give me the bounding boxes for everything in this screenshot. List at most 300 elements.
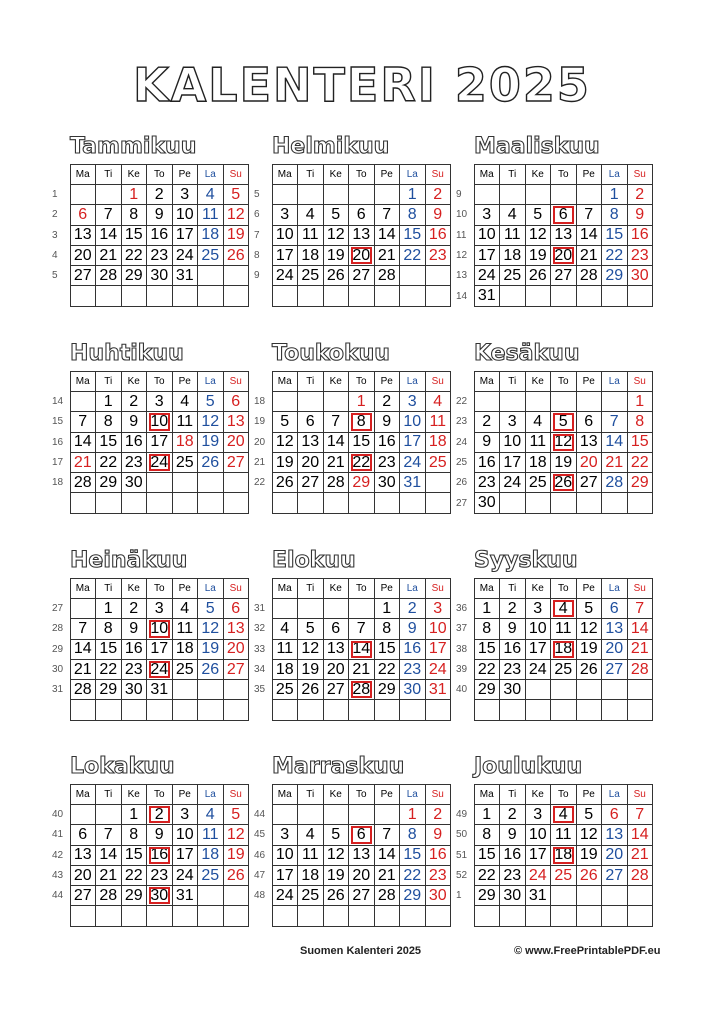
week-row [52,700,249,720]
day-cell: 19 [198,639,224,659]
empty-cell [323,700,349,720]
week-number: 9 [456,189,462,201]
week-row [52,286,249,306]
weekday-header: Ti [298,579,324,599]
week-number: 34 [254,664,266,676]
day-cell: 21 [70,659,96,679]
empty-cell [551,886,577,906]
day-cell: 9 [627,205,653,225]
day-cell: 7 [374,205,400,225]
day-cell: 26 [323,886,349,906]
weekday-header: La [602,372,628,392]
day-cell: 9 [425,205,451,225]
day-cell: 20 [70,865,96,885]
empty-cell [500,906,526,926]
day-cell: 20 [70,245,96,265]
day-cell: 26 [272,473,298,493]
day-cell: 6 [70,825,96,845]
day-cell: 23 [147,245,173,265]
day-cell: 13 [298,432,324,452]
week-row [254,845,451,865]
weekday-header: Pe [374,165,400,185]
day-cell: 8 [627,412,653,432]
day-cell: 18 [298,865,324,885]
empty-cell [602,700,628,720]
day-cell: 25 [551,865,577,885]
day-cell: 15 [400,845,426,865]
day-cell: 26 [576,659,602,679]
day-cell: 12 [323,845,349,865]
empty-cell [323,805,349,825]
day-cell: 31 [525,886,551,906]
month-table [254,784,451,927]
week-number: 44 [52,890,64,902]
empty-cell [172,493,198,513]
day-cell: 3 [172,185,198,205]
empty-cell [425,266,451,286]
day-cell: 10 [172,205,198,225]
month-name: Lokakuu [70,754,175,779]
weekday-header: Ma [474,372,500,392]
day-cell: 15 [374,639,400,659]
weekday-header: To [551,372,577,392]
day-cell: 23 [121,452,147,472]
day-cell: 2 [121,392,147,412]
day-cell: 2 [425,185,451,205]
empty-cell [374,805,400,825]
week-number: 49 [456,809,468,821]
empty-cell [272,185,298,205]
day-cell: 7 [374,825,400,845]
day-cell: 4 [172,599,198,619]
day-cell: 17 [272,865,298,885]
day-cell: 22 [121,865,147,885]
weekday-header: To [551,785,577,805]
day-cell: 14 [349,639,375,659]
day-cell: 13 [223,619,249,639]
day-cell: 6 [349,825,375,845]
day-cell: 1 [474,599,500,619]
empty-cell [96,286,122,306]
day-cell: 2 [400,599,426,619]
week-number [254,286,272,306]
weekday-header: Ti [500,579,526,599]
day-cell: 31 [147,680,173,700]
week-number: 31 [254,603,266,615]
empty-cell [121,906,147,926]
day-cell: 9 [400,619,426,639]
day-cell: 4 [298,825,324,845]
empty-cell [96,906,122,926]
day-cell: 1 [474,805,500,825]
month-name: Helmikuu [272,134,390,159]
day-cell: 29 [96,680,122,700]
empty-cell [272,700,298,720]
day-cell: 10 [474,225,500,245]
weekday-header: Ma [474,579,500,599]
day-cell: 5 [198,392,224,412]
day-cell: 6 [223,392,249,412]
day-cell: 14 [70,639,96,659]
day-cell: 30 [147,266,173,286]
day-cell: 6 [70,205,96,225]
weekday-header: Su [223,372,249,392]
weekday-header: La [198,165,224,185]
day-cell: 15 [349,432,375,452]
week-number: 43 [52,870,64,882]
empty-cell [374,906,400,926]
day-cell: 24 [425,659,451,679]
empty-cell [627,886,653,906]
day-cell: 27 [223,659,249,679]
empty-cell [627,286,653,306]
weekday-header: To [349,579,375,599]
weekday-header: Pe [576,165,602,185]
empty-cell [602,680,628,700]
day-cell: 31 [172,266,198,286]
day-cell: 18 [172,432,198,452]
weekday-header: Su [425,785,451,805]
week-number [52,286,70,306]
week-number: 40 [52,809,64,821]
empty-cell [96,185,122,205]
day-cell: 18 [551,845,577,865]
day-cell: 2 [374,392,400,412]
day-cell: 22 [474,659,500,679]
weekday-header: La [198,372,224,392]
day-cell: 11 [551,619,577,639]
day-cell: 20 [223,432,249,452]
week-row [254,205,451,225]
day-cell: 16 [374,432,400,452]
empty-cell [400,266,426,286]
weekday-header: Ti [96,579,122,599]
week-number-header [254,372,272,392]
weekday-header: La [198,785,224,805]
day-cell: 24 [474,266,500,286]
weekday-header: Pe [576,579,602,599]
day-cell: 30 [627,266,653,286]
week-number: 27 [52,603,64,615]
day-cell: 19 [223,845,249,865]
day-cell: 29 [374,680,400,700]
weekday-header: Ma [272,579,298,599]
weekday-header: Su [425,372,451,392]
day-cell: 13 [602,825,628,845]
day-cell: 1 [627,392,653,412]
month-table [52,371,249,514]
weekday-header: Pe [172,785,198,805]
day-cell: 17 [400,432,426,452]
week-row [456,865,653,885]
day-cell: 21 [576,245,602,265]
month-name: Tammikuu [70,134,197,159]
week-row [456,845,653,865]
week-row [456,639,653,659]
day-cell: 1 [121,805,147,825]
empty-cell [198,886,224,906]
day-cell: 19 [323,245,349,265]
day-cell: 10 [525,825,551,845]
weekday-header: To [349,785,375,805]
day-cell: 27 [602,659,628,679]
week-row [254,266,451,286]
week-row [456,805,653,825]
day-cell: 13 [70,225,96,245]
day-cell: 15 [627,432,653,452]
day-cell: 4 [172,392,198,412]
day-cell: 3 [500,412,526,432]
week-row [52,432,249,452]
empty-cell [223,886,249,906]
day-cell: 16 [400,639,426,659]
day-cell: 5 [223,805,249,825]
week-number: 50 [456,829,468,841]
day-cell: 7 [96,825,122,845]
day-cell: 18 [272,659,298,679]
day-cell: 14 [602,432,628,452]
weekday-header: Pe [172,372,198,392]
month-name: Huhtikuu [70,341,184,366]
week-row [456,412,653,432]
month-name: Joulukuu [474,754,583,779]
week-row [456,245,653,265]
empty-cell [70,599,96,619]
empty-cell [70,700,96,720]
empty-cell [500,493,526,513]
day-cell: 14 [627,619,653,639]
empty-cell [349,493,375,513]
empty-cell [323,906,349,926]
empty-cell [551,185,577,205]
day-cell: 15 [400,225,426,245]
weekday-header: Ti [96,785,122,805]
day-cell: 20 [602,639,628,659]
day-cell: 15 [96,639,122,659]
day-cell: 22 [121,245,147,265]
week-number: 18 [254,396,266,408]
weekday-header: Ma [474,165,500,185]
week-row [456,286,653,306]
day-cell: 17 [474,245,500,265]
day-cell: 27 [70,886,96,906]
empty-cell [551,906,577,926]
week-number: 39 [456,664,468,676]
day-cell: 16 [627,225,653,245]
day-cell: 2 [474,412,500,432]
week-number: 1 [52,189,58,201]
empty-cell [627,680,653,700]
week-number-header [254,785,272,805]
day-cell: 22 [627,452,653,472]
weekday-header: Ke [323,165,349,185]
week-number: 26 [456,477,468,489]
day-cell: 29 [474,886,500,906]
day-cell: 28 [627,865,653,885]
day-cell: 26 [576,865,602,885]
day-cell: 23 [500,659,526,679]
weekday-header: Ti [96,165,122,185]
empty-cell [525,185,551,205]
week-row [52,245,249,265]
weekday-header: Pe [576,785,602,805]
day-cell: 6 [323,619,349,639]
month-table [456,164,653,307]
empty-cell [323,599,349,619]
day-cell: 7 [323,412,349,432]
day-cell: 29 [474,680,500,700]
day-cell: 13 [349,225,375,245]
week-row [254,412,451,432]
week-row [456,225,653,245]
empty-cell [121,700,147,720]
week-row [456,599,653,619]
day-cell: 4 [551,805,577,825]
empty-cell [525,286,551,306]
week-number: 20 [254,436,266,448]
day-cell: 1 [602,185,628,205]
weekday-header: La [602,165,628,185]
day-cell: 25 [525,473,551,493]
day-cell: 10 [172,825,198,845]
month-name: Kesäkuu [474,341,580,366]
week-row [52,906,249,926]
day-cell: 15 [96,432,122,452]
week-number-header [52,579,70,599]
day-cell: 3 [400,392,426,412]
month-table [456,578,653,721]
day-cell: 5 [576,599,602,619]
day-cell: 16 [121,432,147,452]
week-number [52,493,70,513]
empty-cell [323,286,349,306]
day-cell: 21 [96,865,122,885]
empty-cell [400,906,426,926]
weekday-header: To [147,579,173,599]
day-cell: 27 [551,266,577,286]
month-table [52,784,249,927]
empty-cell [223,473,249,493]
week-number-header [254,579,272,599]
month-name: Toukokuu [272,341,390,366]
week-number: 5 [52,270,58,282]
day-cell: 4 [298,205,324,225]
weekday-header: La [400,785,426,805]
day-cell: 23 [425,245,451,265]
day-cell: 30 [425,886,451,906]
day-cell: 1 [400,185,426,205]
day-cell: 16 [425,845,451,865]
week-number-header [456,579,474,599]
day-cell: 12 [298,639,324,659]
day-cell: 15 [602,225,628,245]
empty-cell [147,700,173,720]
weekday-header: Ke [525,579,551,599]
day-cell: 28 [349,680,375,700]
week-row [456,185,653,205]
month-name: Marraskuu [272,754,405,779]
day-cell: 5 [551,412,577,432]
empty-cell [425,493,451,513]
day-cell: 4 [272,619,298,639]
day-cell: 27 [70,266,96,286]
day-cell: 16 [425,225,451,245]
week-row [254,452,451,472]
empty-cell [272,286,298,306]
day-cell: 18 [425,432,451,452]
empty-cell [500,392,526,412]
day-cell: 12 [272,432,298,452]
week-row [52,452,249,472]
day-cell: 15 [121,225,147,245]
day-cell: 29 [602,266,628,286]
week-number: 29 [52,643,64,655]
day-cell: 22 [602,245,628,265]
week-number: 35 [254,684,266,696]
day-cell: 14 [627,825,653,845]
day-cell: 8 [96,412,122,432]
week-row [254,680,451,700]
empty-cell [198,493,224,513]
day-cell: 11 [425,412,451,432]
day-cell: 2 [500,805,526,825]
weekday-header: Ma [272,165,298,185]
weekday-header: Ti [500,372,526,392]
day-cell: 2 [425,805,451,825]
empty-cell [500,185,526,205]
day-cell: 14 [576,225,602,245]
weekday-header: Ke [525,165,551,185]
week-number: 41 [52,829,64,841]
empty-cell [223,266,249,286]
week-row [456,266,653,286]
day-cell: 11 [298,845,324,865]
empty-cell [627,493,653,513]
week-number: 7 [254,229,260,241]
weekday-header: Ke [323,579,349,599]
day-cell: 30 [474,493,500,513]
empty-cell [298,906,324,926]
week-number: 10 [456,209,468,221]
day-cell: 26 [223,865,249,885]
empty-cell [198,286,224,306]
day-cell: 22 [374,659,400,679]
empty-cell [576,185,602,205]
empty-cell [298,493,324,513]
day-cell: 8 [474,619,500,639]
day-cell: 1 [374,599,400,619]
day-cell: 26 [551,473,577,493]
day-cell: 15 [474,639,500,659]
day-cell: 9 [147,205,173,225]
day-cell: 6 [602,599,628,619]
day-cell: 24 [525,865,551,885]
week-row [456,906,653,926]
day-cell: 24 [172,865,198,885]
day-cell: 19 [298,659,324,679]
empty-cell [374,493,400,513]
weekday-header: Pe [172,165,198,185]
day-cell: 28 [70,473,96,493]
week-number [254,493,272,513]
week-row [254,432,451,452]
day-cell: 23 [400,659,426,679]
day-cell: 14 [323,432,349,452]
weekday-header: Su [425,579,451,599]
day-cell: 12 [198,619,224,639]
day-cell: 3 [272,825,298,845]
week-number: 27 [456,497,468,509]
